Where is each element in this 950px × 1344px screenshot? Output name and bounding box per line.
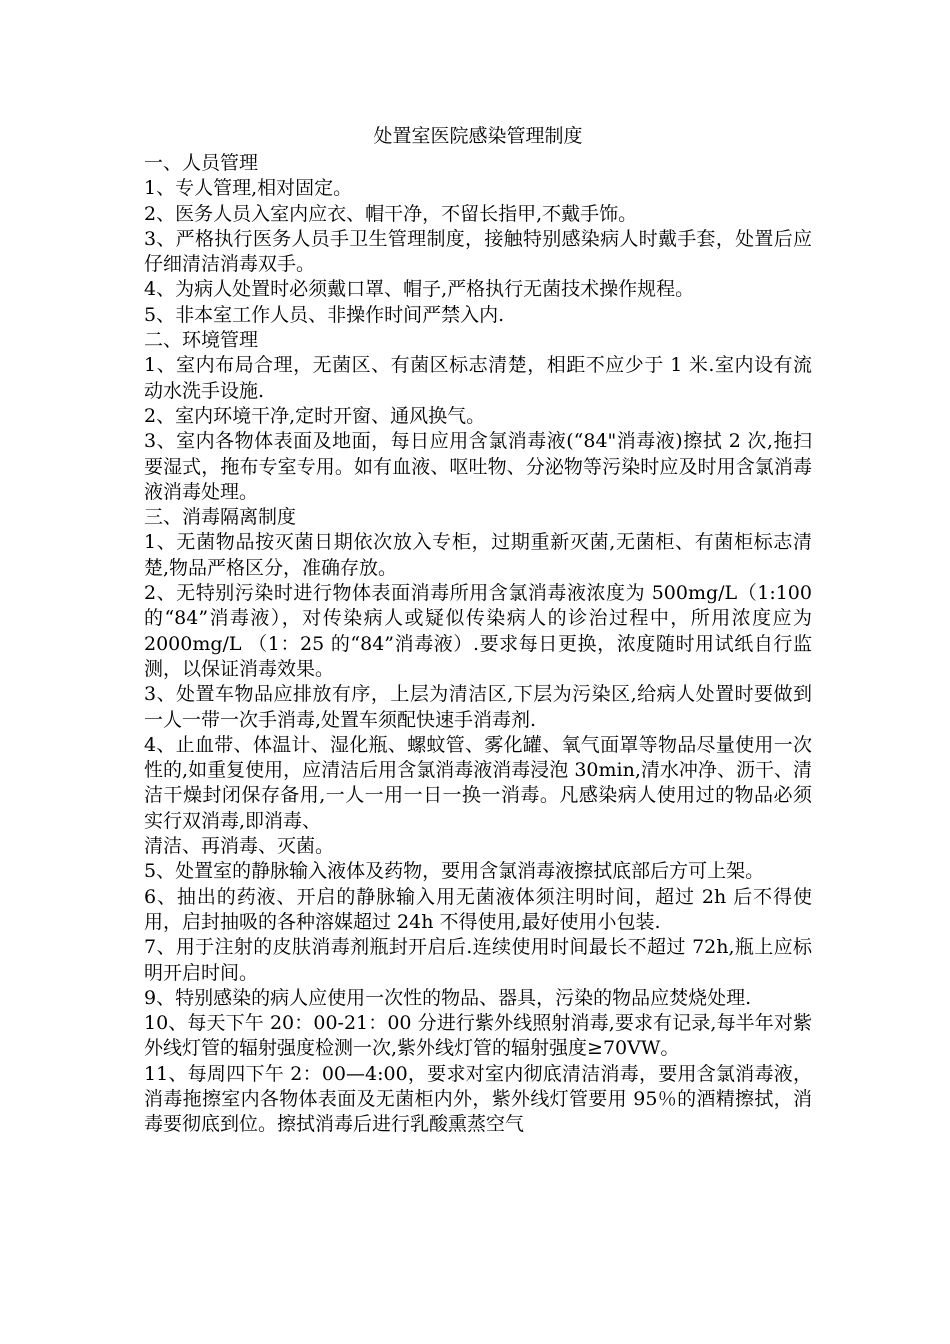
list-item: 1、专人管理,相对固定。 — [144, 177, 353, 200]
list-item: 5、非本室工作人员、非操作时间严禁入内. — [144, 303, 505, 326]
section-heading: 一、人员管理 — [144, 152, 259, 174]
list-item: 11、每周四下午 2：00—4:00，要求对室内彻底清洁消毒，要用含氯消毒液，消毒拖擦室内各物体表面及无菌柜内外，紫外线灯管要用 95％的酒精擦拭，消毒要彻底到位。擦拭消毒后进行乳酸熏蒸空气 — [144, 1062, 812, 1136]
list-item: 2、室内环境干净,定时开窗、通风换气。 — [144, 404, 486, 427]
list-item: 4、止血带、体温计、湿化瓶、螺蚊管、雾化罐、氧气面罩等物品尽量使用一次性的,如重复使用，应清洁后用含氯消毒液消毒浸泡 30min,清水冲净、沥干、清洁干燥封闭保存备用,一人一用一日一换一消毒。凡感染病人使用过的物品必须实行双消毒,即消毒、 — [144, 733, 812, 832]
list-item: 3、处置车物品应排放有序，上层为清洁区,下层为污染区,给病人处置时要做到一人一带一次手消毒,处置车须配快速手消毒剂. — [144, 683, 812, 731]
document-page — [144, 124, 812, 1138]
list-item: 9、特别感染的病人应使用一次性的物品、器具，污染的物品应焚烧处理. — [144, 986, 752, 1009]
section-heading: 二、环境管理 — [144, 329, 259, 352]
list-item: 2、无特别污染时进行物体表面消毒所用含氯消毒液浓度为 500mg/L（1:100 的“84”消毒液），对传染病人或疑似传染病人的诊治过程中，所用浓度应为 2000mg/L （1：25 的“84”消毒液）.要求每日更换，浓度随时用试纸自行监测，以保证消毒效果。 — [144, 582, 812, 680]
section-personnel — [144, 151, 812, 328]
section-disinfection — [144, 505, 812, 1137]
list-item: 3、室内各物体表面及地面，每日应用含氯消毒液(“84"消毒液)擦拭 2 次,拖扫要湿式，拖布专室专用。如有血液、呕吐物、分泌物等污染时应及时用含氯消毒液消毒处理。 — [144, 430, 812, 503]
section-environment — [144, 328, 812, 505]
list-item: 3、严格执行医务人员手卫生管理制度，接触特别感染病人时戴手套，处置后应仔细清洁消毒双手。 — [144, 227, 812, 276]
list-item: 10、每天下午 20：00-21：00 分进行紫外线照射消毒,要求有记录,每半年对紫外线灯管的辐射强度检测一次,紫外线灯管的辐射强度≥70VW。 — [144, 1012, 812, 1060]
list-item: 清洁、再消毒、灭菌。 — [144, 835, 335, 858]
list-item: 1、室内布局合理，无菌区、有菌区标志清楚，相距不应少于 1 米.室内设有流动水洗手设施. — [144, 354, 812, 402]
list-item: 5、处置室的静脉输入液体及药物，要用含氯消毒液擦拭底部后方可上架。 — [144, 860, 765, 883]
list-item: 2、医务人员入室内应衣、帽干净，不留长指甲,不戴手饰。 — [144, 202, 638, 225]
document-title: 处置室医院感染管理制度 — [373, 125, 583, 147]
list-item: 6、抽出的药液、开启的静脉输入用无菌液体须注明时间，超过 2h 后不得使用，启封抽吸的各种溶媒超过 24h 不得使用,最好使用小包装. — [144, 885, 812, 933]
list-item: 7、用于注射的皮肤消毒剂瓶封开启后.连续使用时间最长不超过 72h,瓶上应标明开启时间。 — [144, 936, 812, 984]
section-heading: 三、消毒隔离制度 — [144, 506, 297, 529]
list-item: 4、为病人处置时必须戴口罩、帽子,严格执行无菌技术操作规程。 — [144, 278, 695, 301]
list-item: 1、无菌物品按灭菌日期依次放入专柜，过期重新灭菌,无菌柜、有菌柜标志清楚,物品严格区分，准确存放。 — [144, 531, 812, 579]
